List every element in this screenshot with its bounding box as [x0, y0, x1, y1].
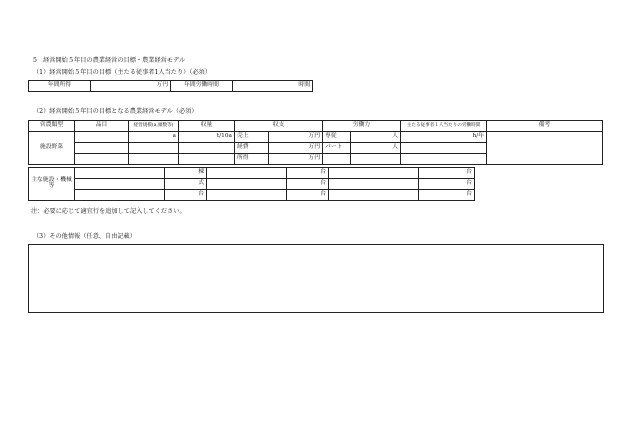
equipment-name-cell[interactable] — [207, 190, 287, 201]
equipment-name-cell[interactable] — [75, 179, 165, 190]
header-hours-per-worker: 主たる従事者１人当たりの労働時間 — [401, 121, 487, 132]
header-labor: 労働力 — [323, 121, 401, 132]
labor-label-parttime: パート — [323, 143, 351, 154]
scale-cell[interactable] — [129, 143, 179, 154]
hours-value[interactable] — [401, 143, 487, 154]
subsection-1-title: （1）経営開始５年目の目標（主たる従事者1人当たり）（必須） — [33, 69, 212, 76]
equipment-qty-unit[interactable]: 台 — [287, 179, 329, 190]
yield-cell[interactable]: t/10a — [179, 132, 235, 143]
annual-income-unit[interactable]: 万円 — [91, 81, 171, 92]
note-text: 注：必要に応じて適宜行を追加して記入してください。 — [31, 208, 186, 215]
header-yield: 収量 — [179, 121, 235, 132]
fulltime-value[interactable]: 人 — [351, 132, 401, 143]
expense-value[interactable]: 万円 — [269, 143, 323, 154]
header-scale: 経営規模(a,頭数等) — [129, 121, 179, 132]
equipment-name-cell[interactable] — [329, 168, 419, 179]
equipment-qty-unit[interactable]: 棟 — [165, 168, 207, 179]
header-item: 品目 — [75, 121, 129, 132]
item-cell[interactable] — [75, 154, 129, 165]
remarks-cell[interactable] — [487, 132, 603, 165]
equipment-name-cell[interactable] — [75, 190, 165, 201]
equipment-qty-unit[interactable]: 台 — [287, 168, 329, 179]
scale-cell[interactable]: a — [129, 132, 179, 143]
labor-value[interactable] — [351, 154, 401, 165]
farm-type-cell: 施設野菜 — [29, 132, 75, 165]
annual-target-table — [28, 80, 313, 92]
yield-cell[interactable] — [179, 143, 235, 154]
equipment-qty-unit[interactable]: 台 — [165, 190, 207, 201]
equipment-qty-unit[interactable]: 式 — [165, 179, 207, 190]
equipment-name-cell[interactable] — [207, 179, 287, 190]
equipment-label: 主な施設・機械等 — [29, 168, 75, 201]
parttime-value[interactable]: 人 — [351, 143, 401, 154]
equipment-qty-unit[interactable]: 台 — [287, 190, 329, 201]
equipment-qty-unit[interactable]: 台 — [419, 168, 475, 179]
subsection-2-title: （2）経営開始５年目の目標となる農業経営モデル（必須） — [33, 108, 198, 115]
annual-hours-label: 年間労働時間 — [171, 81, 233, 92]
item-cell[interactable] — [75, 143, 129, 154]
header-farm-type: 営農類型 — [29, 121, 75, 132]
other-info-textarea[interactable] — [28, 244, 604, 313]
equipment-name-cell[interactable] — [329, 190, 419, 201]
equipment-table — [28, 167, 475, 201]
item-cell[interactable] — [75, 132, 129, 143]
labor-label-fulltime: 専従 — [323, 132, 351, 143]
equipment-qty-unit[interactable]: 台 — [419, 190, 475, 201]
equipment-qty-unit[interactable]: 台 — [419, 179, 475, 190]
sales-value[interactable]: 万円 — [269, 132, 323, 143]
income-label-sales: 売上 — [235, 132, 269, 143]
header-balance: 収支 — [235, 121, 323, 132]
hours-value[interactable]: h/年 — [401, 132, 487, 143]
labor-label-empty — [323, 154, 351, 165]
yield-cell[interactable] — [179, 154, 235, 165]
income-label-profit: 所得 — [235, 154, 269, 165]
hours-value[interactable] — [401, 154, 487, 165]
annual-hours-unit[interactable]: 時間 — [233, 81, 313, 92]
subsection-3-title: （3）その他情報（任意、自由記載） — [33, 233, 136, 240]
profit-value[interactable]: 万円 — [269, 154, 323, 165]
equipment-name-cell[interactable] — [329, 179, 419, 190]
equipment-name-cell[interactable] — [75, 168, 165, 179]
scale-cell[interactable] — [129, 154, 179, 165]
section-title: 5 経営開始５年目の農業経営の目標・農業経営モデル — [33, 57, 186, 64]
business-model-table — [28, 120, 603, 165]
header-remarks: 備考 — [487, 121, 603, 132]
income-label-expense: 経費 — [235, 143, 269, 154]
annual-income-label: 年間所得 — [29, 81, 91, 92]
equipment-name-cell[interactable] — [207, 168, 287, 179]
